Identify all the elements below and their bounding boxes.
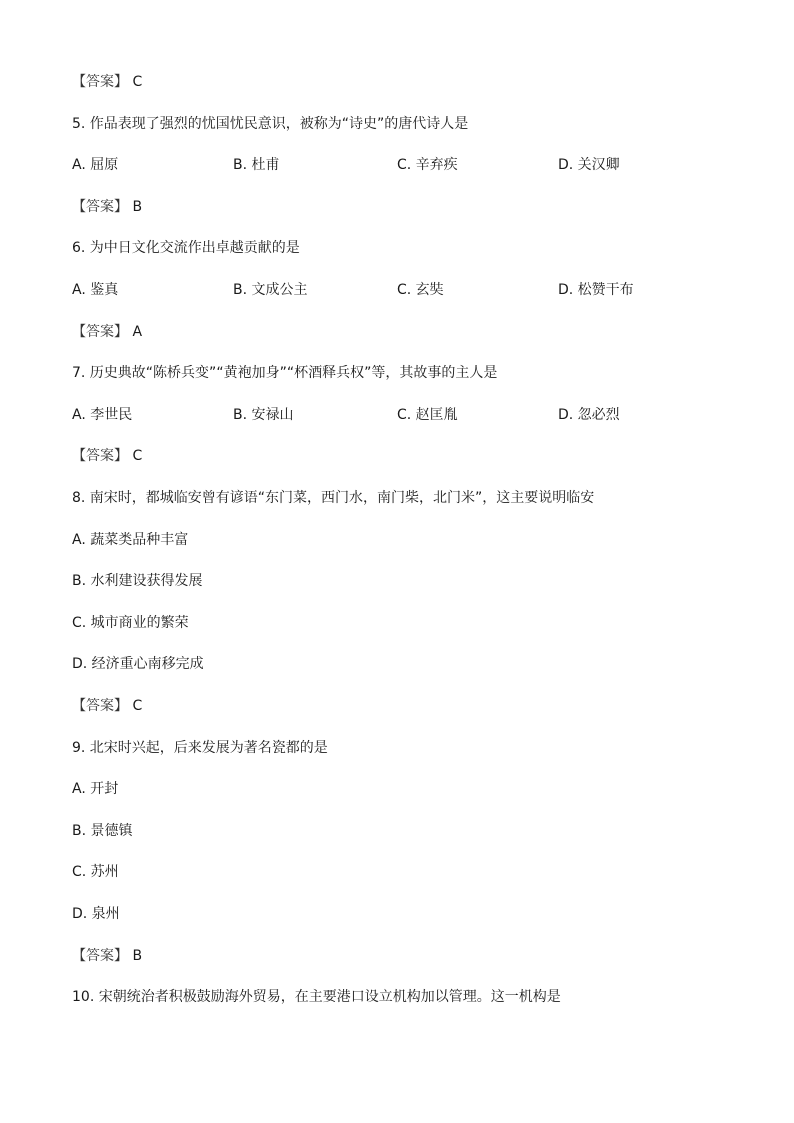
options-row (72, 155, 732, 175)
answer-line (72, 197, 142, 217)
option-text: D. 松赞干布 (558, 282, 634, 298)
answer-line (72, 322, 142, 342)
question-text: 10. 宋朝统治者积极鼓励海外贸易，在主要港口设立机构加以管理。这一机构是 (72, 989, 561, 1005)
option-text: C. 辛弃疾 (397, 157, 458, 173)
options-row (72, 280, 732, 300)
answer-line (72, 446, 142, 466)
answer-label: 【答案】 (72, 448, 128, 464)
question-text: 7. 历史典故“陈桥兵变”“黄袍加身”“杯酒释兵权”等，其故事的主人是 (72, 365, 498, 381)
option-text: A. 开封 (72, 781, 119, 797)
options-row (72, 405, 732, 425)
answer-label: 【答案】 (72, 324, 128, 340)
option-text: D. 经济重心南移完成 (72, 656, 204, 672)
answer-value: C (128, 448, 143, 464)
option-text: B. 安禄山 (233, 407, 294, 423)
answer-label: 【答案】 (72, 199, 128, 215)
option-text: A. 蔬菜类品种丰富 (72, 532, 189, 548)
answer-label: 【答案】 (72, 698, 128, 714)
question-text: 5. 作品表现了强烈的忧国忧民意识，被称为“诗史”的唐代诗人是 (72, 116, 469, 132)
option-text: A. 李世民 (72, 407, 133, 423)
answer-line (72, 946, 142, 966)
answer-label: 【答案】 (72, 948, 128, 964)
answer-value: C (128, 698, 143, 714)
option-text: B. 文成公主 (233, 282, 308, 298)
option-text: C. 城市商业的繁荣 (72, 615, 189, 631)
option-text: A. 鉴真 (72, 282, 119, 298)
option-text: B. 水利建设获得发展 (72, 573, 203, 589)
option-text: B. 景德镇 (72, 823, 133, 839)
question-text: 6. 为中日文化交流作出卓越贡献的是 (72, 240, 300, 256)
answer-value: B (128, 199, 143, 215)
option-text: D. 泉州 (72, 906, 120, 922)
option-text: A. 屈原 (72, 157, 119, 173)
option-text: D. 忽必烈 (558, 407, 620, 423)
option-text: C. 赵匡胤 (397, 407, 458, 423)
answer-label: 【答案】 (72, 74, 128, 90)
answer-value: C (128, 74, 143, 90)
option-text: C. 苏州 (72, 864, 119, 880)
answer-value: A (128, 324, 143, 340)
answer-value: B (128, 948, 143, 964)
answer-line (72, 72, 142, 92)
question-text: 9. 北宋时兴起，后来发展为著名瓷都的是 (72, 740, 328, 756)
option-text: B. 杜甫 (233, 157, 280, 173)
option-text: D. 关汉卿 (558, 157, 620, 173)
answer-line (72, 696, 142, 716)
question-text: 8. 南宋时，都城临安曾有谚语“东门菜，西门水，南门柴，北门米”，这主要说明临安 (72, 490, 595, 506)
option-text: C. 玄奘 (397, 282, 444, 298)
